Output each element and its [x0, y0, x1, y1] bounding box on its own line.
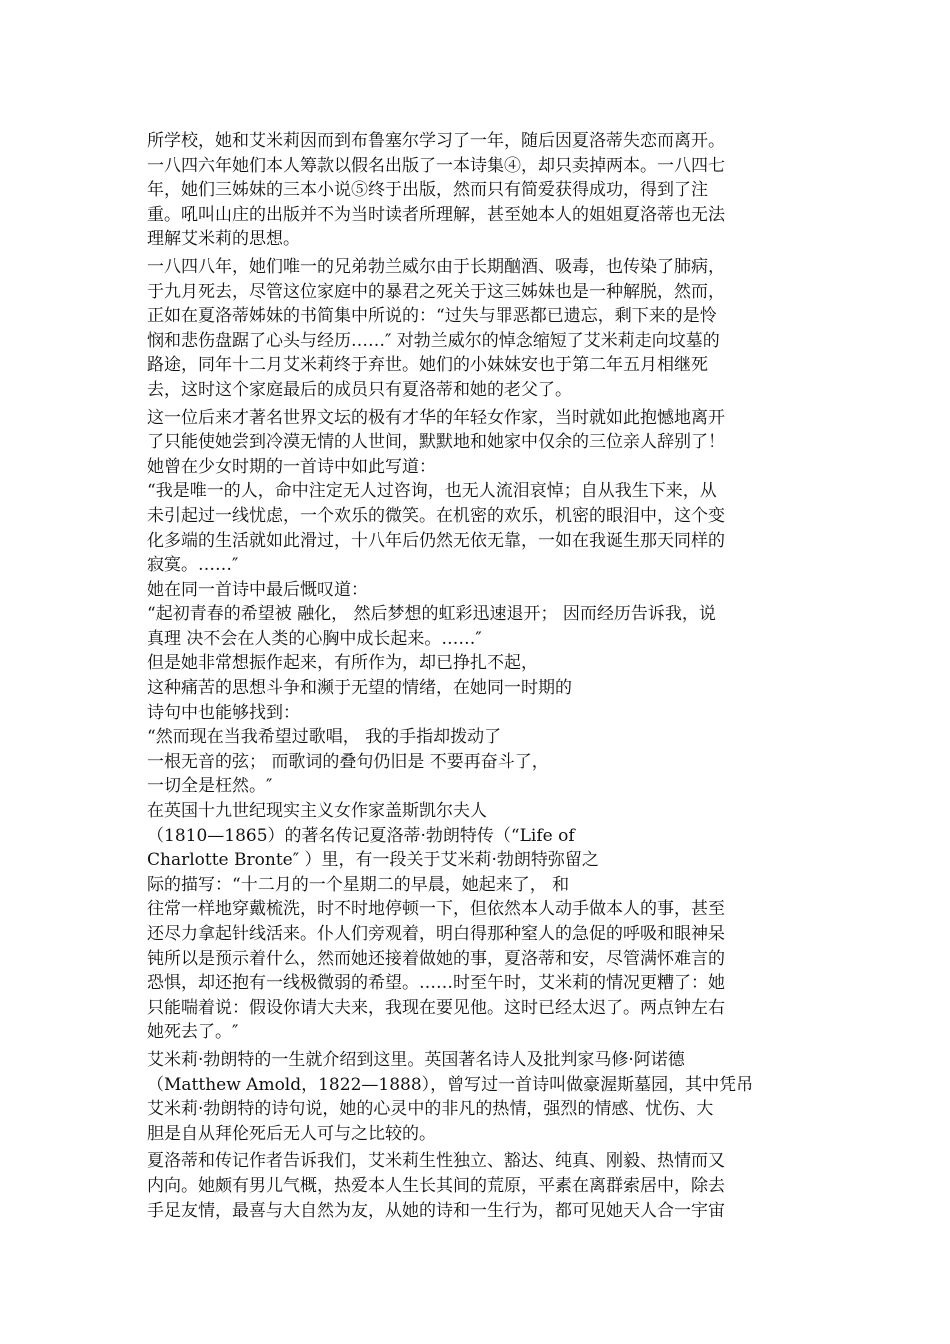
paragraph: [147, 1149, 807, 1223]
text-line: 重。吼叫山庄的出版并不为当时读者所理解，甚至她本人的姐姐夏洛蒂也无法: [147, 204, 725, 225]
text-line: 这种痛苦的思想斗争和濒于无望的情绪，在她同一时期的: [147, 678, 572, 699]
text-line: 年，她们三姊妹的三本小说⑤终于出版，然而只有简爱获得成功，得到了注: [147, 180, 708, 201]
text-line: 化多端的生活就如此滑过，十八年后仍然无依无靠，一如在我诞生那天同样的: [147, 530, 725, 551]
text-line: 艾米莉·勃朗特的一生就介绍到这里。英国著名诗人及批判家马修·阿诺德: [147, 1049, 685, 1070]
text-line: 诗句中也能够找到：: [147, 702, 300, 723]
text-line: 所学校，她和艾米莉因而到布鲁塞尔学习了一年，随后因夏洛蒂失恋而离开。: [147, 131, 725, 151]
text-line: 悯和悲伤盘踞了心头与经历……″ 对勃兰威尔的悼念缩短了艾米莉走向坟墓的: [147, 330, 720, 351]
text-line: 一切全是枉然。″: [147, 776, 273, 797]
text-line: 一根无音的弦； 而歌词的叠句仍旧是 不要再奋斗了，: [147, 751, 549, 772]
text-line: 往常一样地穿戴梳洗，时不时地停顿一下，但依然本人动手做本人的事，甚至: [147, 899, 725, 920]
text-line: “然而现在当我希望过歌唱， 我的手指却拨动了: [147, 727, 502, 748]
text-line: 她在同一首诗中最后慨叹道：: [147, 579, 368, 600]
text-line: 只能喘着说：假设你请大夫来，我现在要见他。这时已经太迟了。两点钟左右: [147, 997, 725, 1018]
paragraph: [147, 255, 807, 403]
text-line: 恐惧，却还抱有一线极微弱的希望。……时至午时，艾米莉的情况更糟了：她: [147, 973, 725, 994]
text-line: 手足友情，最喜与大自然为友，从她的诗和一生行为，都可见她天人合一宇宙: [147, 1200, 725, 1221]
text-line: 还尽力拿起针线活来。仆人们旁观着，明白得那种窒人的急促的呼吸和眼神呆: [147, 924, 725, 944]
text-line: （1810—1865）的著名传记夏洛蒂·勃朗特传（“Life of: [147, 825, 575, 846]
paragraph: [147, 406, 807, 1045]
text-line: Charlotte Bronte″ ）里，有一段关于艾米莉·勃朗特弥留之: [147, 850, 599, 871]
text-line: 胆是自从拜伦死后无人可与之比较的。: [147, 1123, 436, 1144]
text-line: 了只能使她尝到冷漠无情的人世间，默默地和她家中仅余的三位亲人辞别了！: [147, 432, 725, 453]
text-line: 她曾在少女时期的一首诗中如此写道：: [147, 456, 436, 477]
text-line: 艾米莉·勃朗特的诗句说，她的心灵中的非凡的热情，强烈的情感、忧伤、大: [147, 1099, 714, 1120]
text-line: 夏洛蒂和传记作者告诉我们，艾米莉生性独立、豁达、纯真、刚毅、热情而又: [147, 1151, 725, 1172]
text-line: “我是唯一的人，命中注定无人过咨询，也无人流泪哀悼；自从我生下来，从: [147, 481, 717, 502]
text-line: 一八四六年她们本人筹款以假名出版了一本诗集④，却只卖掉两本。一八四七: [147, 155, 725, 176]
text-line: 际的描写：“十二月的一个星期二的早晨，她起来了， 和: [147, 874, 570, 895]
text-line: 正如在夏洛蒂姊妹的书简集中所说的：“过失与罪恶都已遗忘，剩下来的是怜: [147, 306, 717, 327]
text-line: 一八四八年，她们唯一的兄弟勃兰威尔由于长期酗酒、吸毒，也传染了肺病，: [147, 256, 725, 277]
document-page: [147, 129, 807, 1223]
text-line: 未引起过一线忧虑，一个欢乐的微笑。在机密的欢乐，机密的眼泪中，这个变: [147, 505, 725, 526]
text-line: 真理 决不会在人类的心胸中成长起来。……″: [147, 628, 482, 649]
text-line: 寂寞。……″: [147, 555, 239, 576]
text-line: 去，这时这个家庭最后的成员只有夏洛蒂和她的老父了。: [147, 379, 572, 400]
text-line: （Matthew Amold，1822—1888），曾写过一首诗叫做豪渥斯墓园，其中凭吊: [147, 1074, 754, 1095]
text-line: 在英国十九世纪现实主义女作家盖斯凯尔夫人: [147, 801, 487, 822]
text-line: 于九月死去，尽管这位家庭中的暴君之死关于这三姊妹也是一种解脱，然而，: [147, 281, 725, 302]
text-line: 路途，同年十二月艾米莉终于弃世。她们的小妹妹安也于第二年五月相继死: [147, 355, 708, 376]
text-line: 但是她非常想振作起来，有所作为，却已挣扎不起，: [147, 653, 538, 674]
paragraph: [147, 129, 807, 252]
text-line: 这一位后来才著名世界文坛的极有才华的年轻女作家，当时就如此抱憾地离开: [147, 407, 725, 428]
text-line: 她死去了。″: [147, 1022, 239, 1043]
text-line: 钝所以是预示着什么，然而她还接着做她的事，夏洛蒂和安，尽管满怀难言的: [147, 948, 725, 969]
text-line: 理解艾米莉的思想。: [147, 229, 300, 250]
text-line: “起初青春的希望被 融化， 然后梦想的虹彩迅速退开； 因而经历告诉我，说: [147, 604, 716, 625]
paragraph: [147, 1048, 807, 1146]
text-line: 内向。她颇有男儿气概，热爱本人生长其间的荒原，平素在离群索居中，除去: [147, 1175, 725, 1196]
